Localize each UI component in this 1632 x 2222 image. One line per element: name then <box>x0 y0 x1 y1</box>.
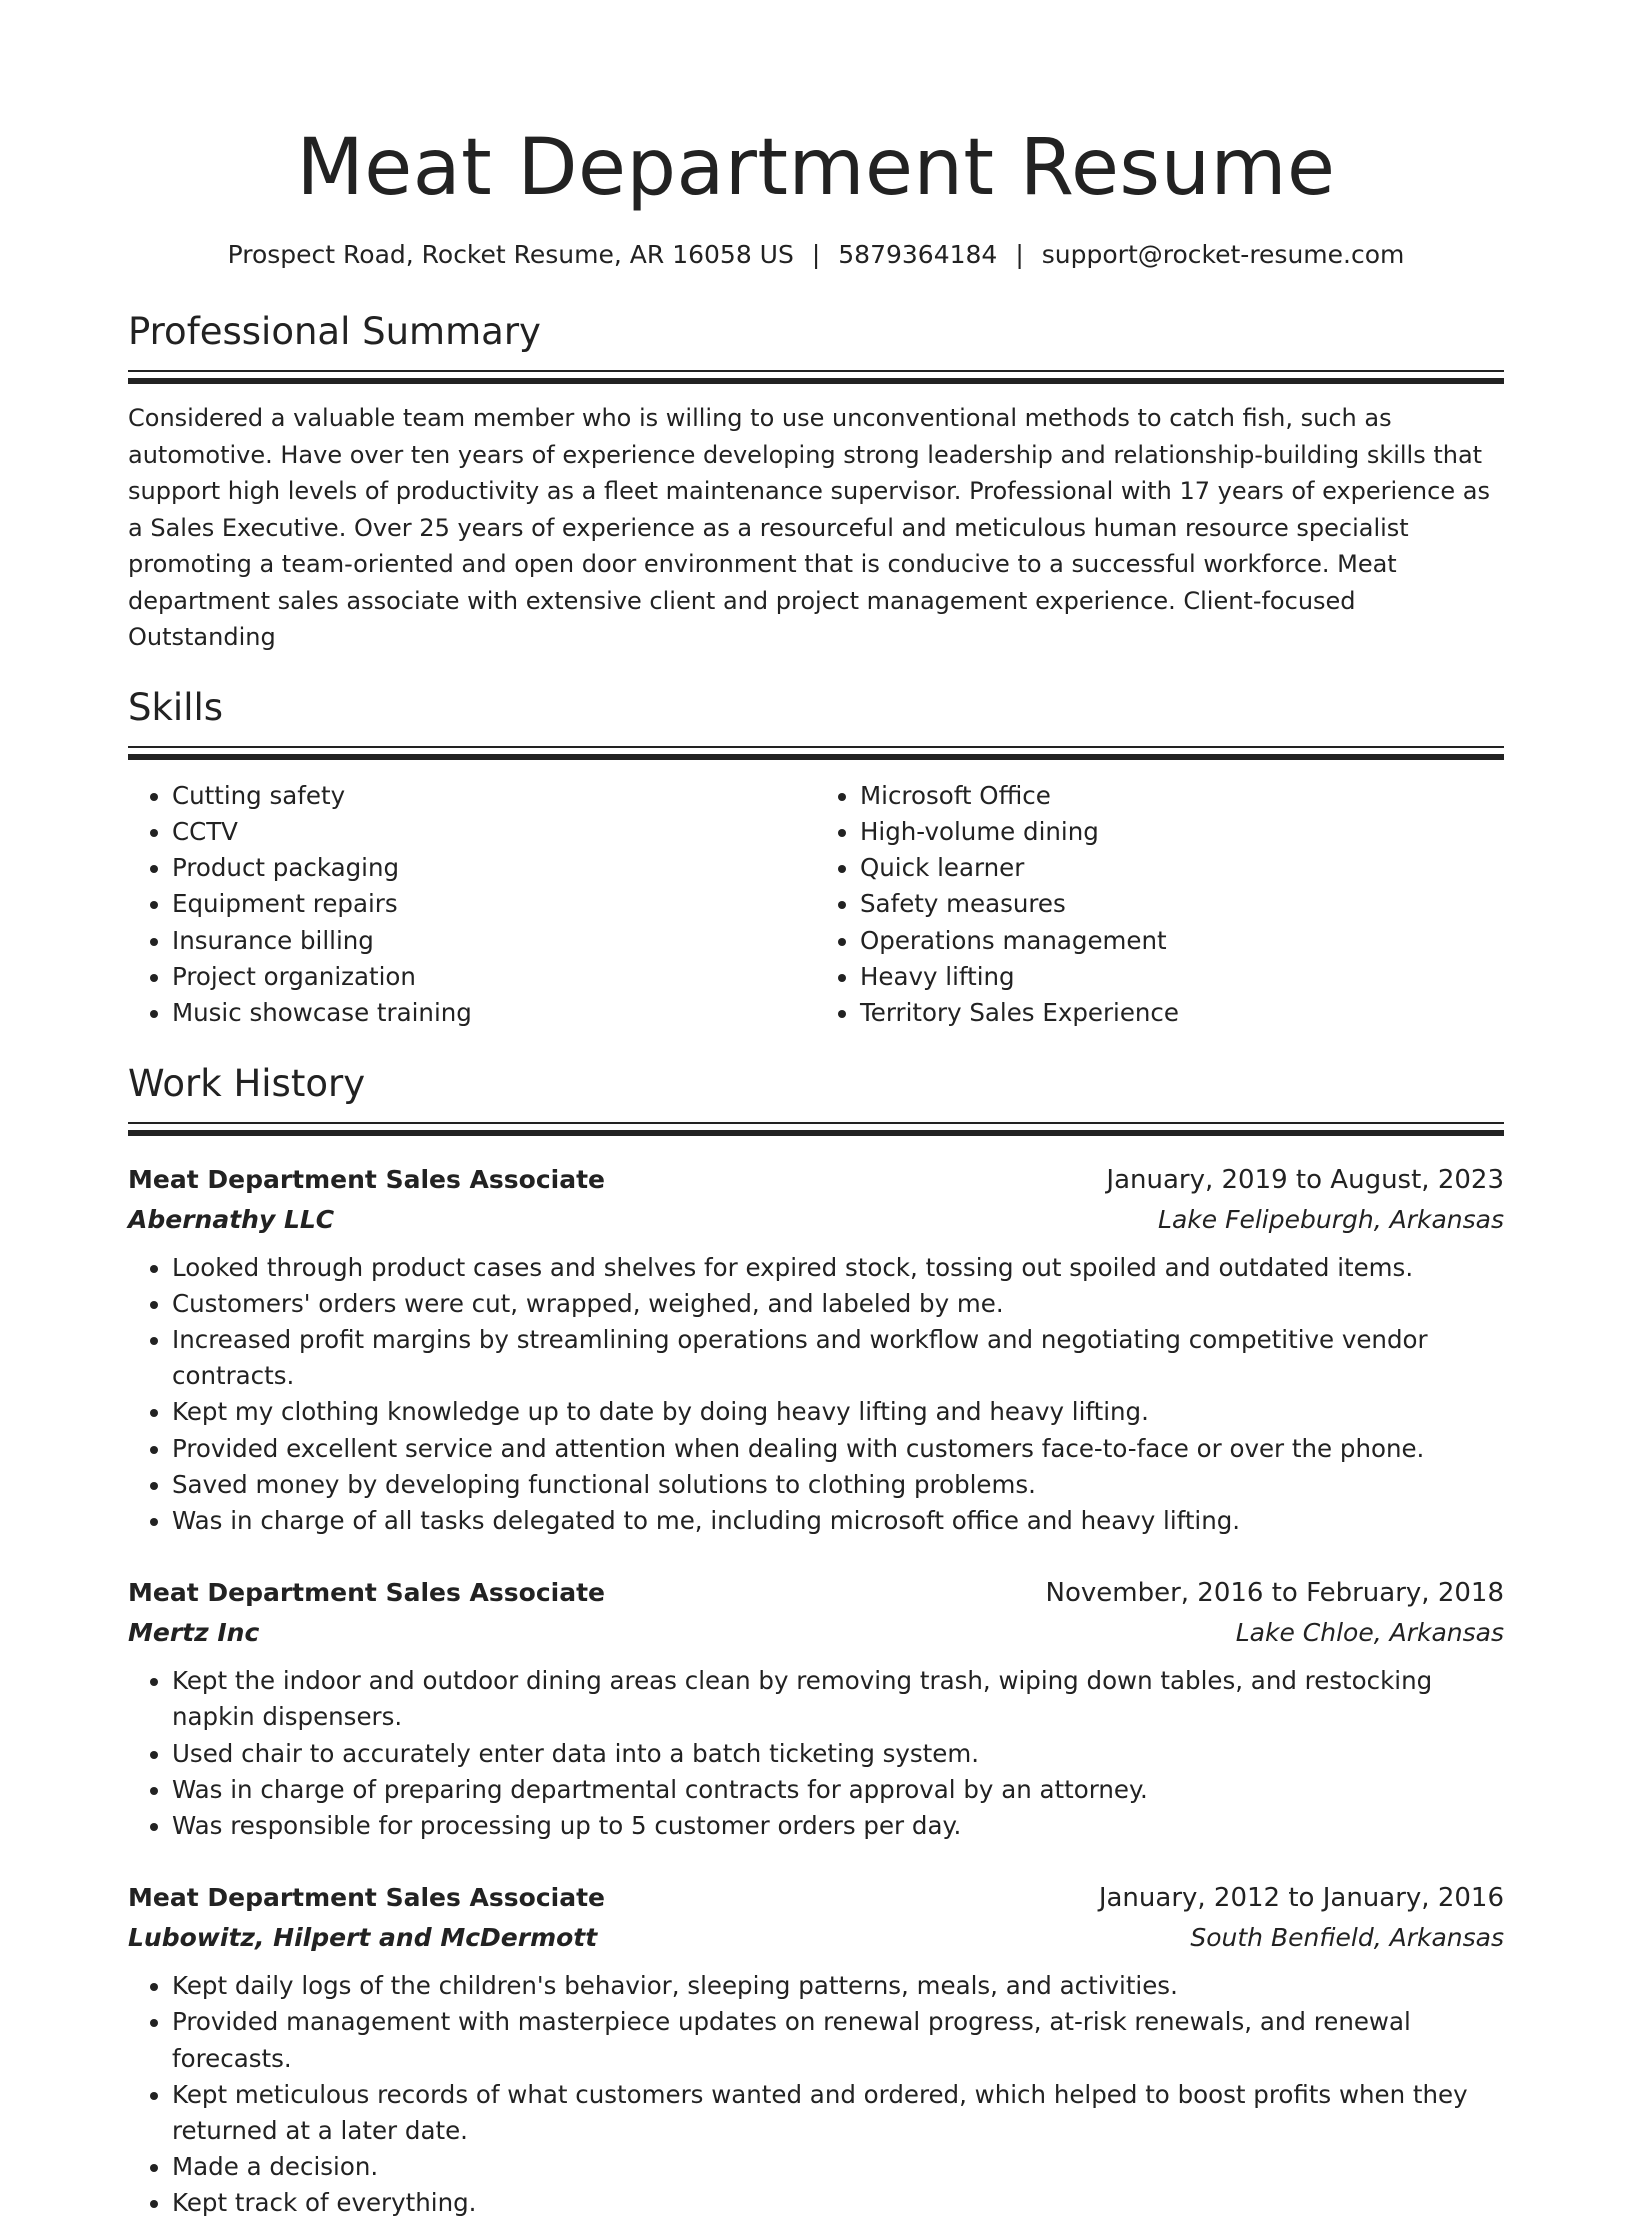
job-title: Meat Department Sales Associate <box>128 1883 606 1913</box>
job-location: South Benfield, Arkansas <box>1190 1923 1504 1953</box>
skill-item: • Insurance billing <box>172 923 816 959</box>
skill-item: • Quick learner <box>860 850 1504 886</box>
job-bullet: • Kept track of everything. <box>172 2185 1504 2221</box>
summary-text: Considered a valuable team member who is willing to use unconventional methods to catch fish, such as automotive. Have over ten years of experience developing strong leadership and relationship-building skills that support high levels of productivity as a fleet maintenance supervisor. Professional with 17 years of experience as a Sales Executive. Over 25 years of experience as a resourceful and meticulous human resource specialist promoting a team-oriented and open door environment that is conducive to a successful workforce. Meat department sales associate with extensive client and project management experience. Client-focused Outstanding <box>128 404 1490 651</box>
contact-separator: | <box>811 240 821 269</box>
section-divider <box>128 370 1504 396</box>
contact-separator: | <box>1015 240 1024 269</box>
job-bullet: • Kept the indoor and outdoor dining areas clean by removing trash, wiping down tables, and restocking napkin dispensers. <box>172 1663 1504 1735</box>
job-bullet: • Was responsible for processing up to 5 customer orders per day. <box>172 1808 1504 1844</box>
skill-item: • Heavy lifting <box>860 959 1504 995</box>
job-bullet: • Kept daily logs of the children's behavior, sleeping patterns, meals, and activities. <box>172 1968 1504 2004</box>
skill-item: • Safety measures <box>860 886 1504 922</box>
job-dates: January, 2019 to August, 2023 <box>1106 1164 1504 1195</box>
skill-item: • Project organization <box>172 959 816 995</box>
skill-item: • CCTV <box>172 814 816 850</box>
skill-item: • Equipment repairs <box>172 886 816 922</box>
job-location: Lake Felipeburgh, Arkansas <box>1158 1204 1504 1234</box>
job-bullets <box>128 1968 1504 2221</box>
skill-item: • Product packaging <box>172 850 816 886</box>
job-dates: November, 2016 to February, 2018 <box>1045 1578 1504 1609</box>
job-company: Mertz Inc <box>128 1618 260 1648</box>
section-title-work-history: Work History <box>128 1061 366 1105</box>
job-entry <box>128 1878 1504 2221</box>
section-divider <box>128 746 1504 772</box>
job-title: Meat Department Sales Associate <box>128 1164 606 1194</box>
job-bullet: • Made a decision. <box>172 2149 1504 2185</box>
section-title-summary: Professional Summary <box>128 310 541 353</box>
skill-item: • Microsoft Office <box>860 778 1504 814</box>
skills-list-right <box>816 778 1504 1032</box>
job-bullet: • Increased profit margins by streamlining operations and workflow and negotiating competitive vendor contracts. <box>172 1322 1504 1394</box>
job-bullet: • Looked through product cases and shelves for expired stock, tossing out spoiled and outdated items. <box>172 1250 1504 1286</box>
job-bullet: • Was in charge of preparing departmental contracts for approval by an attorney. <box>172 1772 1504 1808</box>
job-bullet: • Saved money by developing functional solutions to clothing problems. <box>172 1467 1504 1503</box>
job-entry <box>128 1160 1504 1540</box>
job-company: Lubowitz, Hilpert and McDermott <box>128 1923 598 1953</box>
contact-line <box>128 238 1504 272</box>
skills-list-left <box>128 778 816 1032</box>
resume-title: Meat Department Resume <box>296 123 1336 213</box>
job-bullet: • Used chair to accurately enter data into a batch ticketing system. <box>172 1736 1504 1772</box>
job-dates: January, 2012 to January, 2016 <box>1098 1883 1504 1914</box>
section-divider <box>128 1122 1504 1148</box>
resume-page <box>128 0 1504 2222</box>
job-bullet: • Kept my clothing knowledge up to date by doing heavy lifting and heavy lifting. <box>172 1394 1504 1430</box>
job-bullet: • Kept meticulous records of what customers wanted and ordered, which helped to boost profits when they returned at a later date. <box>172 2077 1504 2149</box>
contact-address: Prospect Road, Rocket Resume, AR 16058 US <box>227 240 794 269</box>
skills-columns <box>128 778 1504 1032</box>
contact-phone: 5879364184 <box>838 240 998 269</box>
skill-item: • Territory Sales Experience <box>860 995 1504 1031</box>
job-bullet: • Customers' orders were cut, wrapped, weighed, and labeled by me. <box>172 1286 1504 1322</box>
skill-item: • Cutting safety <box>172 778 816 814</box>
job-entry <box>128 1573 1504 1844</box>
skill-item: • Operations management <box>860 923 1504 959</box>
contact-email: support@rocket-resume.com <box>1041 240 1405 269</box>
job-title: Meat Department Sales Associate <box>128 1578 606 1608</box>
job-bullet: • Provided excellent service and attention when dealing with customers face-to-face or over the phone. <box>172 1431 1504 1467</box>
job-bullets <box>128 1663 1504 1844</box>
job-location: Lake Chloe, Arkansas <box>1235 1618 1504 1648</box>
skill-item: • High-volume dining <box>860 814 1504 850</box>
job-company: Abernathy LLC <box>128 1204 335 1234</box>
job-bullet: • Was in charge of all tasks delegated to me, including microsoft office and heavy lifting. <box>172 1503 1504 1539</box>
job-bullet: • Provided management with masterpiece updates on renewal progress, at-risk renewals, and renewal forecasts. <box>172 2004 1504 2076</box>
job-bullets <box>128 1250 1504 1540</box>
section-title-skills: Skills <box>128 685 224 729</box>
skill-item: • Music showcase training <box>172 995 816 1031</box>
